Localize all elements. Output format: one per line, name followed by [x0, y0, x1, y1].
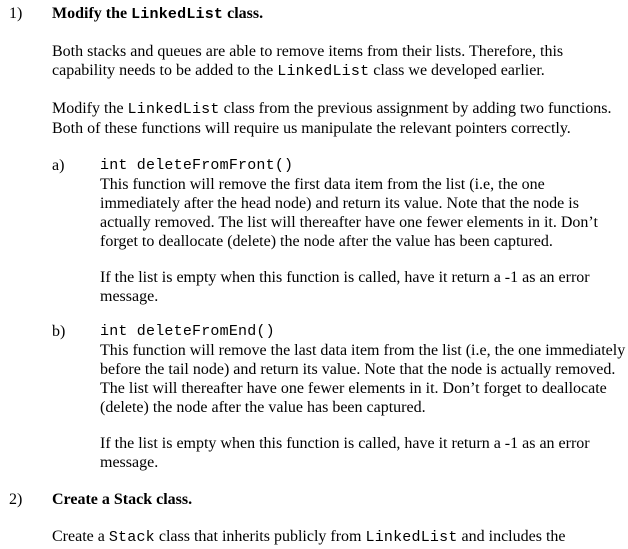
item-a-desc-line: immediately after the head node) and return its value. Note that the node is: [100, 195, 579, 212]
section-1-paragraph-2: [52, 99, 626, 138]
paragraph-text: Create a: [52, 528, 109, 545]
section-2-heading: Create a Stack class.: [52, 491, 193, 508]
section-2-number: 2): [9, 491, 23, 508]
paragraph-text: capability needs to be added to the: [52, 62, 278, 79]
item-a-desc-line: This function will remove the first data item from the list (i.e, the one: [100, 176, 545, 193]
section-1-paragraph-1: [52, 42, 626, 81]
section-2-paragraph: [52, 527, 626, 547]
item-b-block: [100, 322, 626, 417]
item-a-block: [100, 156, 626, 251]
paragraph-text: class that inherits publicly from: [154, 528, 366, 545]
item-b-desc-line: The list will thereafter have one fewer elements in it. Don’t forget to deallocate: [100, 380, 607, 397]
item-b-empty-line: message.: [100, 454, 159, 471]
item-b-letter: b): [52, 323, 66, 340]
inline-code: LinkedList: [277, 63, 370, 80]
paragraph-line: [52, 99, 626, 119]
paragraph-text: class we developed earlier.: [369, 62, 545, 79]
paragraph-text: and includes the: [457, 528, 566, 545]
section-1-heading-code: LinkedList: [131, 6, 224, 23]
inline-code: Stack: [108, 529, 155, 546]
item-a-empty-line: message.: [100, 288, 159, 305]
paragraph-line: [52, 61, 626, 81]
item-a-empty-line: If the list is empty when this function is called, have it return a -1 as an error: [100, 269, 590, 286]
paragraph-line: [52, 527, 626, 547]
section-1-heading-prefix: Modify the: [52, 5, 132, 22]
item-b-desc-line: before the tail node) and return its value. Note that the node is actually removed.: [100, 361, 616, 378]
section-1-number: 1): [9, 5, 23, 22]
item-a-letter: a): [52, 157, 65, 174]
item-b-empty-line: If the list is empty when this function is called, have it return a -1 as an error: [100, 435, 590, 452]
section-1-heading-suffix: class.: [223, 5, 264, 22]
item-a-desc-line: forget to deallocate (delete) the node after the value has been captured.: [100, 233, 553, 250]
paragraph-text: Modify the: [52, 100, 128, 117]
item-b-desc-line: This function will remove the last data item from the list (i.e, the one immediately: [100, 342, 626, 359]
item-b-signature: int deleteFromEnd(): [100, 323, 275, 340]
inline-code: LinkedList: [365, 529, 458, 546]
item-b-desc-line: (delete) the node after the value has been captured.: [100, 399, 426, 416]
paragraph-text: class from the previous assignment by adding two functions.: [219, 100, 612, 117]
section-1-heading: [52, 4, 263, 24]
item-b-empty-note: [100, 434, 626, 472]
paragraph-line: Both of these functions will require us manipulate the relevant pointers correctly.: [52, 120, 571, 137]
paragraph-line: Both stacks and queues are able to remove items from their lists. Therefore, this: [52, 43, 564, 60]
item-a-empty-note: [100, 268, 626, 306]
item-a-desc-line: actually removed. The list will thereafter have one fewer elements in it. Don’t: [100, 214, 598, 231]
inline-code: LinkedList: [127, 101, 220, 118]
item-a-signature: int deleteFromFront(): [100, 157, 294, 174]
